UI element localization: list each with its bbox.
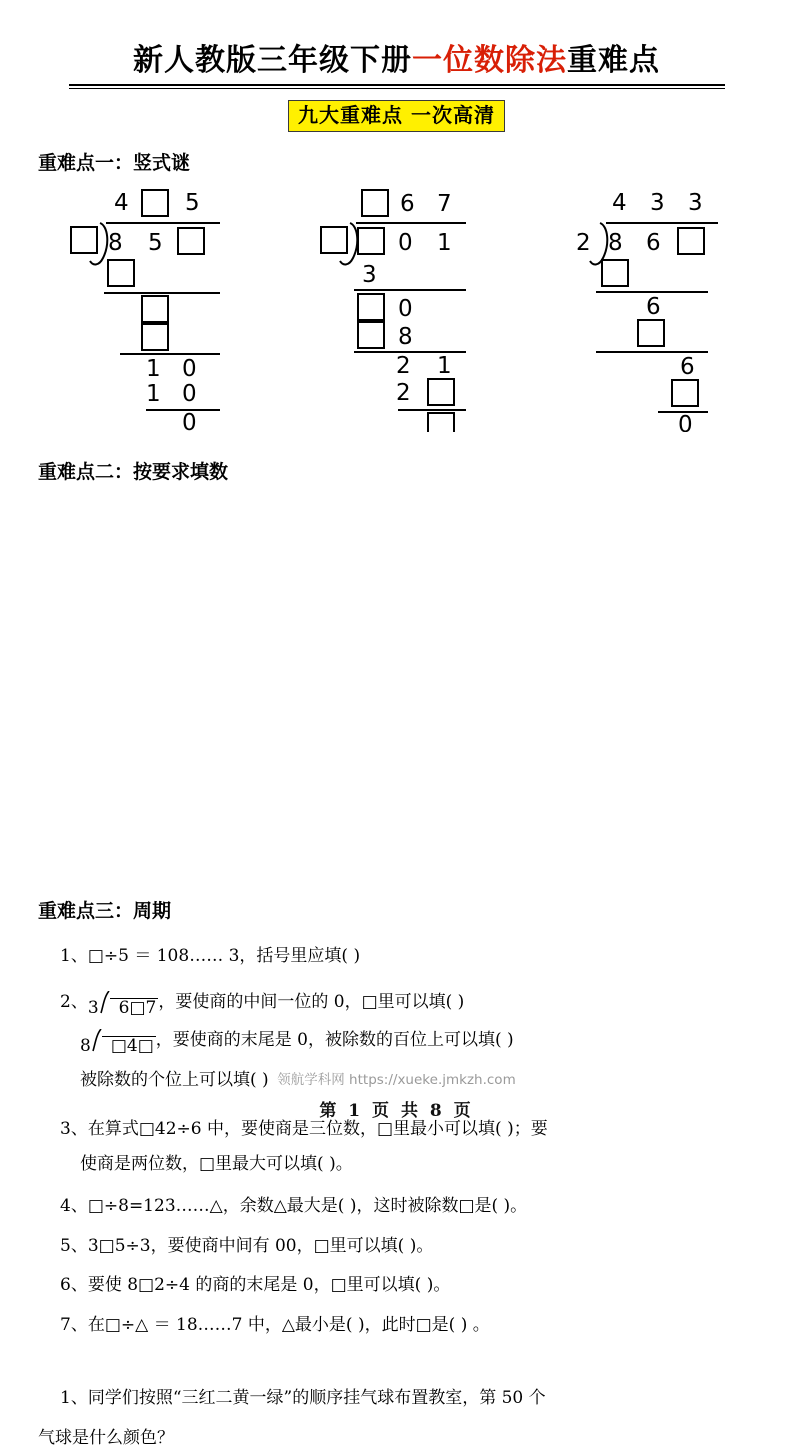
q1-quotient-box bbox=[142, 190, 168, 216]
title-double-underline bbox=[69, 84, 725, 89]
q3-dividend-box bbox=[678, 228, 704, 254]
watermark: 领航学科网 https://xueke.jmkzh.com bbox=[277, 1072, 516, 1088]
question-2-prefix: 2、 bbox=[60, 992, 88, 1013]
inline-division-2 bbox=[80, 1031, 156, 1055]
q2-step1-d1: 3 bbox=[362, 262, 377, 289]
q3-step4-d1: 6 bbox=[680, 354, 695, 381]
long-division-puzzle-1 bbox=[68, 182, 258, 432]
page-number: 第 1 页 共 8 页 bbox=[319, 1101, 474, 1121]
question-3-line-1: 3、在算式□42÷6 中，要使商是三位数，□里最小可以填( )；要 bbox=[60, 1119, 548, 1140]
q1-step3-box bbox=[142, 324, 168, 350]
q2-step2-d2: 0 bbox=[398, 296, 413, 323]
inline-dividend-1: 6□7 bbox=[110, 998, 159, 1017]
title-part-red: 一位数除法 bbox=[412, 43, 567, 78]
cycle-question-line-1: 1、同学们按照“三红二黄一绿”的顺序挂气球布置教室，第 50 个 bbox=[60, 1388, 546, 1409]
q1-step5-d2: 0 bbox=[182, 381, 197, 408]
page-title bbox=[133, 44, 660, 79]
q2-quotient-box bbox=[362, 190, 388, 216]
q2-quotient-d3: 7 bbox=[437, 191, 452, 218]
q3-divisor: 2 bbox=[576, 230, 591, 257]
q1-step4-d1: 1 bbox=[146, 356, 161, 383]
q2-divisor-box bbox=[321, 227, 347, 253]
q1-remainder: 0 bbox=[182, 410, 197, 433]
q2-step4-d1: 2 bbox=[396, 353, 411, 380]
question-7: 7、在□÷△ ＝ 18……7 中，△最小是( )，此时□是( ) 。 bbox=[60, 1315, 490, 1336]
q2-quotient-d2: 6 bbox=[400, 191, 415, 218]
q1-step4-d2: 0 bbox=[182, 356, 197, 383]
inline-divisor-1: 3 bbox=[87, 998, 99, 1019]
cycle-question-line-2: 气球是什么颜色？ bbox=[38, 1428, 174, 1448]
title-rule-bottom bbox=[69, 88, 725, 89]
q1-dividend-d2: 5 bbox=[148, 230, 163, 257]
q3-quotient-d3: 3 bbox=[688, 190, 703, 217]
question-5: 5、3□5÷3，要使商中间有 00，□里可以填( )。 bbox=[60, 1236, 434, 1257]
division-hook-icon bbox=[92, 1031, 102, 1051]
q3-step2-d1: 6 bbox=[646, 294, 661, 321]
q2-step2-box bbox=[358, 294, 384, 320]
inline-dividend-2: □4□ bbox=[102, 1036, 156, 1055]
title-part-3: 重难点 bbox=[567, 43, 660, 78]
long-division-puzzle-2 bbox=[318, 182, 508, 432]
question-2b-rest: ，要使商的末尾是 0，被除数的百位上可以填( ) bbox=[155, 1030, 514, 1051]
title-part-1: 新人教版三年级下册 bbox=[133, 43, 412, 78]
question-1: 1、□÷5 ＝ 108…… 3，括号里应填( ) bbox=[60, 946, 361, 967]
q1-step2-box bbox=[142, 296, 168, 322]
q2-remainder-box bbox=[428, 413, 454, 432]
q1-divisor-box bbox=[71, 227, 97, 253]
q1-quotient-d3: 5 bbox=[185, 190, 200, 217]
division-hook-icon bbox=[100, 993, 110, 1013]
q1-quotient-d1: 4 bbox=[114, 190, 129, 217]
q2-dividend-d3: 1 bbox=[437, 230, 452, 257]
q3-remainder: 0 bbox=[678, 412, 693, 433]
q2-step3-d2: 8 bbox=[398, 324, 413, 351]
q1-dividend-box bbox=[178, 228, 204, 254]
title-block bbox=[0, 0, 793, 89]
q3-step1-box bbox=[602, 260, 628, 286]
q3-quotient-d1: 4 bbox=[612, 190, 627, 217]
section-heading-1: 重难点一：竖式谜 bbox=[38, 151, 191, 174]
q1-dividend-d1: 8 bbox=[108, 230, 123, 257]
q2-step5-box bbox=[428, 379, 454, 405]
question-6: 6、要使 8□2÷4 的商的末尾是 0，□里可以填( )。 bbox=[60, 1275, 451, 1296]
inline-division-1 bbox=[88, 993, 159, 1017]
section-heading-3: 重难点三：周期 bbox=[38, 900, 172, 922]
title-rule-top bbox=[69, 84, 725, 86]
subtitle-highlight: 九大重难点 一次高清 bbox=[288, 100, 505, 132]
question-2-line-1 bbox=[60, 993, 464, 1017]
subtitle-block bbox=[0, 100, 793, 132]
inline-divisor-2: 8 bbox=[80, 1036, 91, 1057]
q3-dividend-d1: 8 bbox=[608, 230, 623, 257]
q3-dividend-d2: 6 bbox=[646, 230, 661, 257]
section-heading-2: 重难点二：按要求填数 bbox=[38, 461, 229, 483]
q3-quotient-d2: 3 bbox=[650, 190, 665, 217]
question-4: 4、□÷8=123……△，余数△最大是( )，这时被除数□是( )。 bbox=[60, 1196, 528, 1217]
question-2-rest: ，要使商的中间一位的 0，□里可以填( ) bbox=[158, 992, 465, 1013]
q2-step4-d2: 1 bbox=[437, 353, 452, 380]
question-2-line-2 bbox=[80, 1031, 514, 1055]
q3-step5-box bbox=[672, 380, 698, 406]
q2-dividend-box bbox=[358, 228, 384, 254]
q2-dividend-d2: 0 bbox=[398, 230, 413, 257]
q2-step5-d1: 2 bbox=[396, 380, 411, 407]
q1-step5-d1: 1 bbox=[146, 381, 161, 408]
q3-step3-box bbox=[638, 320, 664, 346]
q2-step3-box bbox=[358, 322, 384, 348]
long-division-puzzle-3 bbox=[566, 182, 756, 432]
vertical-puzzles-row bbox=[0, 182, 793, 442]
q1-step1-box bbox=[108, 260, 134, 286]
question-3-line-2: 使商是两位数，□里最大可以填( )。 bbox=[80, 1154, 353, 1175]
question-2-line-3: 被除数的个位上可以填( ) bbox=[80, 1070, 269, 1091]
